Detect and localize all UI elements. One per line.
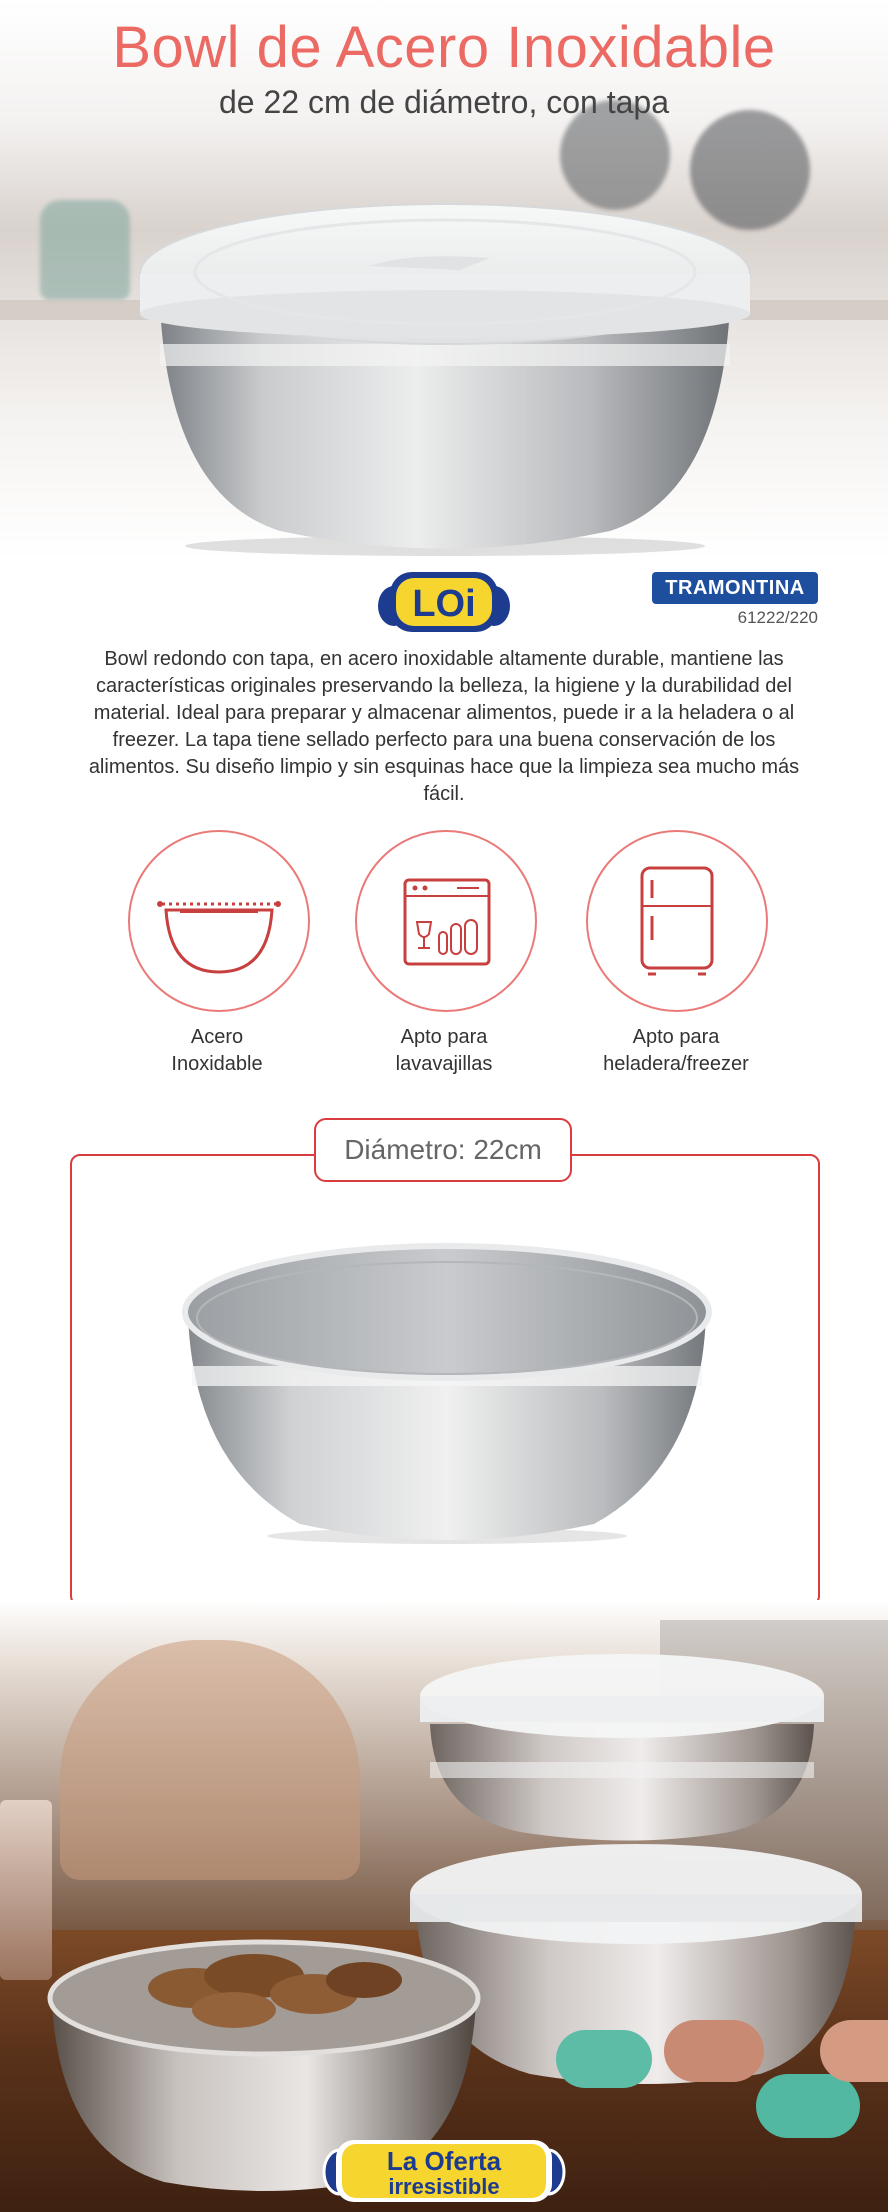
oferta-line-1: La Oferta <box>386 2146 502 2176</box>
tramontina-badge: TRAMONTINA <box>652 572 818 604</box>
feature-label-line: Apto para <box>632 1026 720 1048</box>
feature-label-line: Inoxidable <box>171 1053 263 1075</box>
macaron <box>664 2020 764 2082</box>
loi-store-logo <box>376 566 512 638</box>
bowl-with-lid-image <box>130 196 760 556</box>
feature-circle-dishwasher <box>355 830 537 1012</box>
feature-circle-steel <box>128 830 310 1012</box>
bowl-icon <box>130 832 308 1010</box>
product-description: Bowl redondo con tapa, en acero inoxidable altamente durable, mantiene las características originales preservando la belleza, la higiene y la durabilidad del material. Ideal para preparar y almacenar alimentos, puede ir a la heladera o al freezer. La tapa tiene sellado perfecto para una buena conservación de los alimentos. Su diseño limpio y sin esquinas hace que la limpieza sea mucho más fácil. <box>88 648 800 805</box>
feature-label-fridge <box>566 1024 786 1078</box>
dishwasher-icon <box>357 832 535 1010</box>
diameter-label: Diámetro: 22cm <box>314 1118 572 1182</box>
open-bowl-image <box>180 1236 714 1546</box>
page-title: Bowl de Acero Inoxidable <box>112 15 776 80</box>
feature-label-line: Acero <box>190 1026 244 1048</box>
feature-label-steel <box>107 1024 327 1078</box>
oferta-line-2: irresistible <box>388 2174 500 2199</box>
macaron <box>556 2030 652 2088</box>
lifestyle-section <box>0 1600 888 2212</box>
loi-logo-text: LOi <box>412 583 476 625</box>
macaron <box>820 2020 888 2082</box>
hero-section <box>0 0 888 580</box>
background-kettle <box>40 200 130 300</box>
feature-label-line: lavavajillas <box>395 1053 493 1075</box>
macaron <box>756 2074 860 2138</box>
la-oferta-irresistible-logo <box>322 2136 566 2206</box>
background-chair <box>60 1640 360 1880</box>
product-code: 61222/220 <box>737 608 818 627</box>
feature-label-line: heladera/freezer <box>603 1053 749 1075</box>
feature-label-dishwasher <box>334 1024 554 1078</box>
fridge-icon <box>588 832 766 1010</box>
feature-label-line: Apto para <box>400 1026 488 1048</box>
feature-circle-fridge <box>586 830 768 1012</box>
page-subtitle: de 22 cm de diámetro, con tapa <box>218 84 670 120</box>
